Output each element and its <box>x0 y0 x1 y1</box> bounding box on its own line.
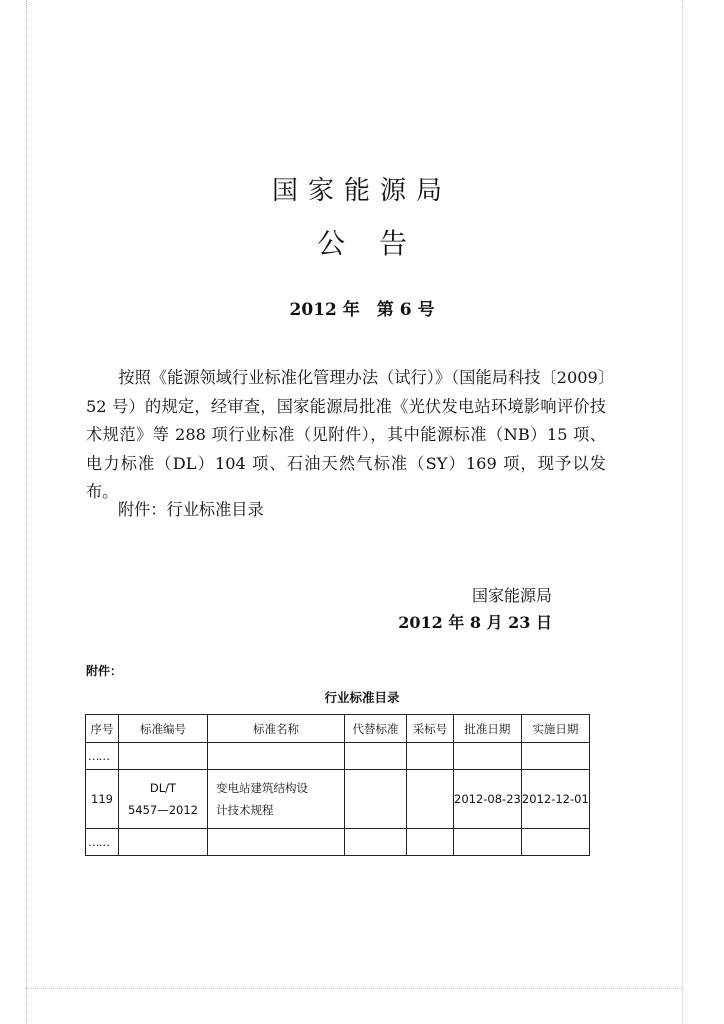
table-header-row <box>86 715 590 743</box>
scan-edge-right <box>682 0 683 1024</box>
row-seq: 119 <box>86 770 119 829</box>
row-standard-name <box>208 770 345 829</box>
table-row <box>86 770 590 829</box>
announcement-paragraph: 按照《能源领域行业标准化管理办法（试行）》（国能局科技〔2009〕52 号）的规定，经审查，国家能源局批准《光伏发电站环境影响评价技术规范》等 288 项行业标准（见附件），其中能源标准（NB）15 项、电力标准（DL）104 项、石油天然气标准（SY）169 项，现予以发布。 <box>86 368 606 501</box>
scan-edge-bottom <box>26 988 682 989</box>
row-adopted <box>407 770 454 829</box>
table-row-ellipsis <box>86 743 590 770</box>
ellipsis-cell: …… <box>86 743 119 770</box>
signature-org: 国家能源局 <box>471 586 552 605</box>
column-header: 标准名称 <box>208 715 345 743</box>
table-row-ellipsis <box>86 829 590 856</box>
signature-date: 2012 年 8 月 23 日 <box>398 613 552 632</box>
row-standard-code <box>119 770 208 829</box>
column-header: 标准编号 <box>119 715 208 743</box>
standard-code-prefix: DL/T <box>149 781 177 795</box>
column-header: 序号 <box>86 715 119 743</box>
attachment-reference: 附件：行业标准目录 <box>118 500 264 519</box>
column-header: 代替标准 <box>345 715 407 743</box>
issuing-org-title: 国家能源局 <box>271 176 452 206</box>
announcement-body <box>86 364 606 507</box>
document-type-title: 公告 <box>316 227 441 260</box>
standard-name-line2: 计技术规程 <box>216 803 274 817</box>
column-header: 实施日期 <box>521 715 589 743</box>
column-header: 批准日期 <box>454 715 522 743</box>
notice-number: 2012 年 第 6 号 <box>289 300 435 320</box>
standards-table <box>85 714 590 856</box>
ellipsis-cell: …… <box>86 829 119 856</box>
row-effective-date: 2012-12-01 <box>521 770 589 829</box>
scan-edge-left <box>26 0 27 1024</box>
appendix-label: 附件： <box>86 664 123 678</box>
appendix-table-title: 行业标准目录 <box>324 690 400 705</box>
standard-name-line1: 变电站建筑结构设 <box>216 781 308 795</box>
row-approved-date: 2012-08-23 <box>454 770 522 829</box>
row-replaces <box>345 770 407 829</box>
column-header: 采标号 <box>407 715 454 743</box>
standard-code-number: 5457—2012 <box>127 803 199 817</box>
